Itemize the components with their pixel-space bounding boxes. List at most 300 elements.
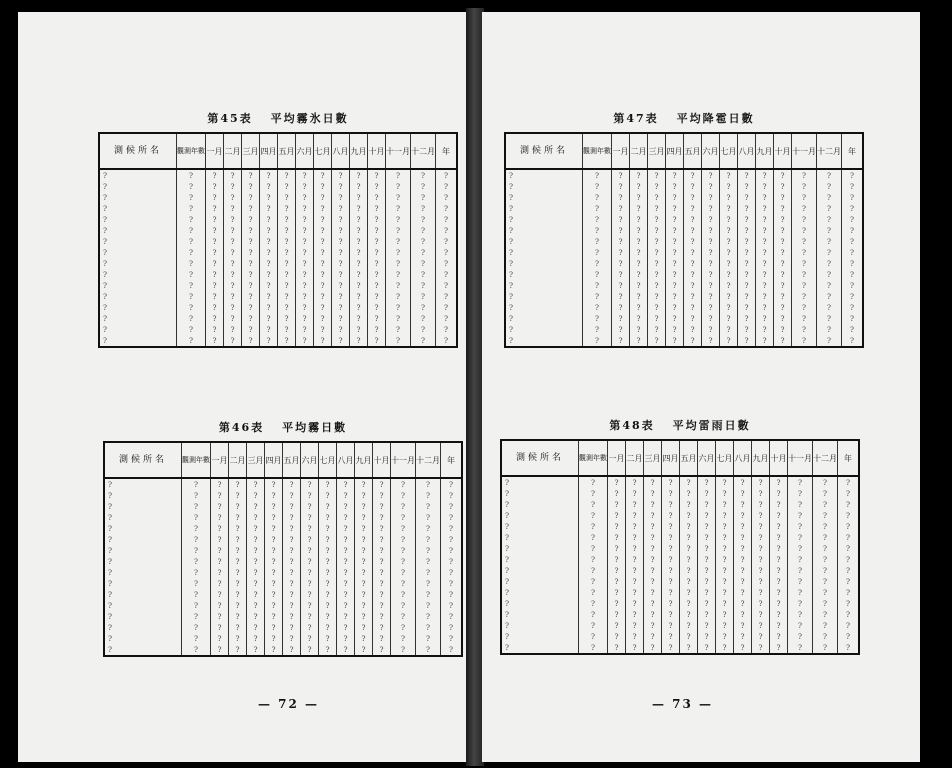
table-row (99, 324, 457, 335)
station-cell: ? (104, 478, 182, 490)
value-cell: ? (738, 302, 756, 313)
table-row (501, 587, 859, 598)
station-cell: ? (505, 313, 583, 324)
table-row (501, 609, 859, 620)
value-cell: ? (386, 280, 411, 291)
table-row (501, 543, 859, 554)
value-cell: ? (720, 214, 738, 225)
value-cell: ? (612, 335, 630, 347)
value-cell: ? (774, 225, 792, 236)
value-cell: ? (752, 543, 770, 554)
value-cell: ? (436, 291, 458, 302)
value-cell: ? (224, 236, 242, 247)
value-cell: ? (416, 490, 441, 501)
value-cell: ? (734, 576, 752, 587)
value-cell: ? (716, 532, 734, 543)
station-cell: ? (505, 169, 583, 181)
value-cell: ? (630, 203, 648, 214)
value-cell: ? (373, 501, 391, 512)
value-cell: ? (265, 633, 283, 644)
value-cell: ? (702, 247, 720, 258)
value-cell: ? (265, 622, 283, 633)
value-cell: ? (612, 203, 630, 214)
value-cell: ? (177, 236, 206, 247)
value-cell: ? (770, 476, 788, 488)
value-cell: ? (648, 313, 666, 324)
value-cell: ? (416, 644, 441, 656)
value-cell: ? (630, 280, 648, 291)
value-cell: ? (813, 543, 838, 554)
value-cell: ? (416, 478, 441, 490)
table-row (505, 169, 863, 181)
station-cell: ? (99, 236, 177, 247)
month-header: 九月 (355, 442, 373, 478)
value-cell: ? (734, 598, 752, 609)
value-cell: ? (211, 622, 229, 633)
value-cell: ? (774, 258, 792, 269)
value-cell: ? (332, 203, 350, 214)
value-cell: ? (391, 600, 416, 611)
value-cell: ? (373, 545, 391, 556)
header-row (104, 442, 462, 478)
value-cell: ? (579, 521, 608, 532)
value-cell: ? (206, 269, 224, 280)
value-cell: ? (752, 565, 770, 576)
table-row (104, 633, 462, 644)
station-cell: ? (501, 620, 579, 631)
value-cell: ? (206, 225, 224, 236)
table-row (104, 556, 462, 567)
value-cell: ? (644, 642, 662, 654)
value-cell: ? (177, 280, 206, 291)
value-cell: ? (612, 247, 630, 258)
value-cell: ? (579, 499, 608, 510)
table-row (505, 291, 863, 302)
left-page (18, 12, 468, 762)
value-cell: ? (792, 247, 817, 258)
month-header: 四月 (666, 133, 684, 169)
value-cell: ? (386, 247, 411, 258)
value-cell: ? (416, 600, 441, 611)
value-cell: ? (332, 313, 350, 324)
years-header: 觀測年數 (579, 440, 608, 476)
value-cell: ? (441, 633, 463, 644)
value-cell: ? (817, 181, 842, 192)
value-cell: ? (644, 587, 662, 598)
value-cell: ? (720, 291, 738, 302)
value-cell: ? (684, 280, 702, 291)
value-cell: ? (770, 576, 788, 587)
value-cell: ? (813, 620, 838, 631)
value-cell: ? (368, 236, 386, 247)
value-cell: ? (386, 203, 411, 214)
value-cell: ? (583, 302, 612, 313)
value-cell: ? (386, 225, 411, 236)
value-cell: ? (260, 169, 278, 181)
value-cell: ? (813, 554, 838, 565)
station-cell: ? (501, 565, 579, 576)
value-cell: ? (436, 302, 458, 313)
station-cell: ? (104, 578, 182, 589)
value-cell: ? (716, 587, 734, 598)
value-cell: ? (626, 499, 644, 510)
value-cell: ? (720, 203, 738, 214)
table-row (99, 313, 457, 324)
value-cell: ? (608, 521, 626, 532)
value-cell: ? (579, 631, 608, 642)
station-header: 測候所名 (104, 442, 182, 478)
value-cell: ? (648, 258, 666, 269)
value-cell: ? (612, 236, 630, 247)
value-cell: ? (788, 554, 813, 565)
page-number-left: — 72 — (258, 697, 320, 711)
value-cell: ? (684, 335, 702, 347)
month-header: 五月 (283, 442, 301, 478)
value-cell: ? (391, 534, 416, 545)
value-cell: ? (813, 565, 838, 576)
value-cell: ? (211, 567, 229, 578)
value-cell: ? (644, 631, 662, 642)
value-cell: ? (441, 501, 463, 512)
value-cell: ? (684, 291, 702, 302)
value-cell: ? (702, 269, 720, 280)
value-cell: ? (608, 510, 626, 521)
value-cell: ? (278, 291, 296, 302)
value-cell: ? (265, 478, 283, 490)
value-cell: ? (774, 302, 792, 313)
value-cell: ? (734, 631, 752, 642)
value-cell: ? (211, 556, 229, 567)
value-cell: ? (411, 269, 436, 280)
value-cell: ? (278, 236, 296, 247)
value-cell: ? (626, 587, 644, 598)
month-header: 十一月 (391, 442, 416, 478)
value-cell: ? (583, 192, 612, 203)
value-cell: ? (583, 225, 612, 236)
month-header: 二月 (630, 133, 648, 169)
value-cell: ? (182, 478, 211, 490)
header-row (501, 440, 859, 476)
value-cell: ? (242, 324, 260, 335)
value-cell: ? (583, 214, 612, 225)
value-cell: ? (612, 192, 630, 203)
station-cell: ? (505, 236, 583, 247)
value-cell: ? (626, 543, 644, 554)
value-cell: ? (337, 611, 355, 622)
value-cell: ? (734, 565, 752, 576)
value-cell: ? (386, 313, 411, 324)
value-cell: ? (386, 181, 411, 192)
value-cell: ? (337, 512, 355, 523)
table-title (98, 110, 458, 126)
value-cell: ? (332, 335, 350, 347)
value-cell: ? (265, 578, 283, 589)
value-cell: ? (296, 291, 314, 302)
value-cell: ? (756, 324, 774, 335)
value-cell: ? (838, 598, 860, 609)
value-cell: ? (416, 501, 441, 512)
value-cell: ? (368, 192, 386, 203)
value-cell: ? (314, 225, 332, 236)
value-cell: ? (355, 534, 373, 545)
station-cell: ? (501, 476, 579, 488)
table-title (500, 417, 860, 433)
value-cell: ? (612, 225, 630, 236)
value-cell: ? (337, 534, 355, 545)
table-row (505, 280, 863, 291)
value-cell: ? (265, 534, 283, 545)
value-cell: ? (436, 335, 458, 347)
value-cell: ? (842, 225, 864, 236)
value-cell: ? (332, 324, 350, 335)
value-cell: ? (229, 633, 247, 644)
station-cell: ? (501, 510, 579, 521)
value-cell: ? (260, 214, 278, 225)
value-cell: ? (770, 598, 788, 609)
value-cell: ? (319, 556, 337, 567)
value-cell: ? (436, 181, 458, 192)
value-cell: ? (278, 169, 296, 181)
value-cell: ? (788, 598, 813, 609)
value-cell: ? (752, 521, 770, 532)
value-cell: ? (350, 236, 368, 247)
table-row (99, 335, 457, 347)
station-cell: ? (99, 291, 177, 302)
value-cell: ? (680, 565, 698, 576)
value-cell: ? (391, 490, 416, 501)
value-cell: ? (716, 609, 734, 620)
value-cell: ? (182, 523, 211, 534)
value-cell: ? (842, 214, 864, 225)
month-header: 三月 (242, 133, 260, 169)
value-cell: ? (738, 225, 756, 236)
value-cell: ? (770, 499, 788, 510)
value-cell: ? (441, 523, 463, 534)
value-cell: ? (314, 258, 332, 269)
value-cell: ? (182, 600, 211, 611)
value-cell: ? (391, 501, 416, 512)
value-cell: ? (612, 169, 630, 181)
value-cell: ? (752, 499, 770, 510)
table-row (501, 631, 859, 642)
value-cell: ? (662, 554, 680, 565)
value-cell: ? (716, 476, 734, 488)
value-cell: ? (301, 512, 319, 523)
month-header: 二月 (626, 440, 644, 476)
station-cell: ? (501, 521, 579, 532)
value-cell: ? (242, 192, 260, 203)
value-cell: ? (182, 501, 211, 512)
value-cell: ? (319, 589, 337, 600)
value-cell: ? (436, 258, 458, 269)
value-cell: ? (206, 313, 224, 324)
value-cell: ? (698, 488, 716, 499)
value-cell: ? (224, 291, 242, 302)
month-header: 一月 (612, 133, 630, 169)
value-cell: ? (716, 565, 734, 576)
value-cell: ? (224, 335, 242, 347)
value-cell: ? (411, 313, 436, 324)
value-cell: ? (436, 280, 458, 291)
value-cell: ? (684, 225, 702, 236)
month-header: 一月 (608, 440, 626, 476)
value-cell: ? (702, 291, 720, 302)
value-cell: ? (283, 644, 301, 656)
value-cell: ? (648, 302, 666, 313)
station-cell: ? (104, 633, 182, 644)
month-header: 五月 (684, 133, 702, 169)
value-cell: ? (441, 534, 463, 545)
month-header: 十一月 (792, 133, 817, 169)
value-cell: ? (648, 169, 666, 181)
value-cell: ? (247, 523, 265, 534)
value-cell: ? (283, 600, 301, 611)
station-header: 測候所名 (505, 133, 583, 169)
station-cell: ? (501, 532, 579, 543)
value-cell: ? (206, 280, 224, 291)
value-cell: ? (283, 534, 301, 545)
value-cell: ? (355, 611, 373, 622)
value-cell: ? (278, 324, 296, 335)
value-cell: ? (738, 280, 756, 291)
value-cell: ? (337, 545, 355, 556)
value-cell: ? (702, 302, 720, 313)
value-cell: ? (350, 269, 368, 280)
value-cell: ? (838, 521, 860, 532)
value-cell: ? (441, 600, 463, 611)
value-cell: ? (788, 565, 813, 576)
table-row (104, 501, 462, 512)
table-row (99, 169, 457, 181)
value-cell: ? (206, 335, 224, 347)
value-cell: ? (211, 478, 229, 490)
value-cell: ? (842, 324, 864, 335)
value-cell: ? (788, 488, 813, 499)
table-row (104, 644, 462, 656)
value-cell: ? (242, 302, 260, 313)
value-cell: ? (770, 554, 788, 565)
value-cell: ? (211, 644, 229, 656)
value-cell: ? (319, 545, 337, 556)
value-cell: ? (314, 169, 332, 181)
value-cell: ? (337, 490, 355, 501)
value-cell: ? (391, 523, 416, 534)
value-cell: ? (386, 269, 411, 280)
value-cell: ? (630, 214, 648, 225)
value-cell: ? (314, 181, 332, 192)
table-row (505, 203, 863, 214)
value-cell: ? (770, 609, 788, 620)
value-cell: ? (838, 554, 860, 565)
value-cell: ? (247, 578, 265, 589)
value-cell: ? (608, 499, 626, 510)
value-cell: ? (332, 236, 350, 247)
month-header: 六月 (698, 440, 716, 476)
month-header: 十月 (774, 133, 792, 169)
value-cell: ? (416, 633, 441, 644)
value-cell: ? (774, 324, 792, 335)
table-row (104, 490, 462, 501)
value-cell: ? (720, 302, 738, 313)
value-cell: ? (242, 291, 260, 302)
value-cell: ? (738, 203, 756, 214)
value-cell: ? (792, 291, 817, 302)
value-cell: ? (666, 236, 684, 247)
value-cell: ? (738, 214, 756, 225)
station-cell: ? (104, 490, 182, 501)
value-cell: ? (386, 169, 411, 181)
value-cell: ? (314, 269, 332, 280)
value-cell: ? (579, 576, 608, 587)
station-cell: ? (505, 280, 583, 291)
value-cell: ? (583, 181, 612, 192)
page-number-right: — 73 — (652, 697, 714, 711)
table-row (501, 532, 859, 543)
value-cell: ? (608, 543, 626, 554)
value-cell: ? (206, 203, 224, 214)
value-cell: ? (738, 181, 756, 192)
value-cell: ? (386, 291, 411, 302)
value-cell: ? (720, 280, 738, 291)
table-45-block (98, 110, 458, 348)
value-cell: ? (441, 567, 463, 578)
value-cell: ? (206, 302, 224, 313)
value-cell: ? (813, 476, 838, 488)
value-cell: ? (648, 225, 666, 236)
value-cell: ? (373, 523, 391, 534)
value-cell: ? (838, 631, 860, 642)
value-cell: ? (182, 545, 211, 556)
value-cell: ? (416, 567, 441, 578)
value-cell: ? (792, 313, 817, 324)
station-cell: ? (104, 501, 182, 512)
annual-header: 年 (436, 133, 458, 169)
value-cell: ? (579, 476, 608, 488)
value-cell: ? (314, 236, 332, 247)
value-cell: ? (626, 609, 644, 620)
table-row (104, 523, 462, 534)
value-cell: ? (680, 532, 698, 543)
value-cell: ? (630, 291, 648, 302)
value-cell: ? (842, 203, 864, 214)
value-cell: ? (817, 291, 842, 302)
value-cell: ? (301, 578, 319, 589)
table-row (505, 236, 863, 247)
value-cell: ? (260, 313, 278, 324)
value-cell: ? (648, 247, 666, 258)
value-cell: ? (319, 644, 337, 656)
value-cell: ? (630, 225, 648, 236)
value-cell: ? (813, 532, 838, 543)
value-cell: ? (702, 280, 720, 291)
table-heading: 平均霧氷日數 (270, 112, 349, 125)
station-cell: ? (505, 225, 583, 236)
value-cell: ? (626, 510, 644, 521)
month-header: 六月 (296, 133, 314, 169)
value-cell: ? (788, 543, 813, 554)
value-cell: ? (224, 247, 242, 258)
value-cell: ? (247, 600, 265, 611)
value-cell: ? (720, 269, 738, 280)
value-cell: ? (373, 633, 391, 644)
value-cell: ? (416, 534, 441, 545)
value-cell: ? (680, 576, 698, 587)
value-cell: ? (842, 269, 864, 280)
station-cell: ? (505, 258, 583, 269)
value-cell: ? (211, 501, 229, 512)
value-cell: ? (684, 313, 702, 324)
table-row (99, 225, 457, 236)
